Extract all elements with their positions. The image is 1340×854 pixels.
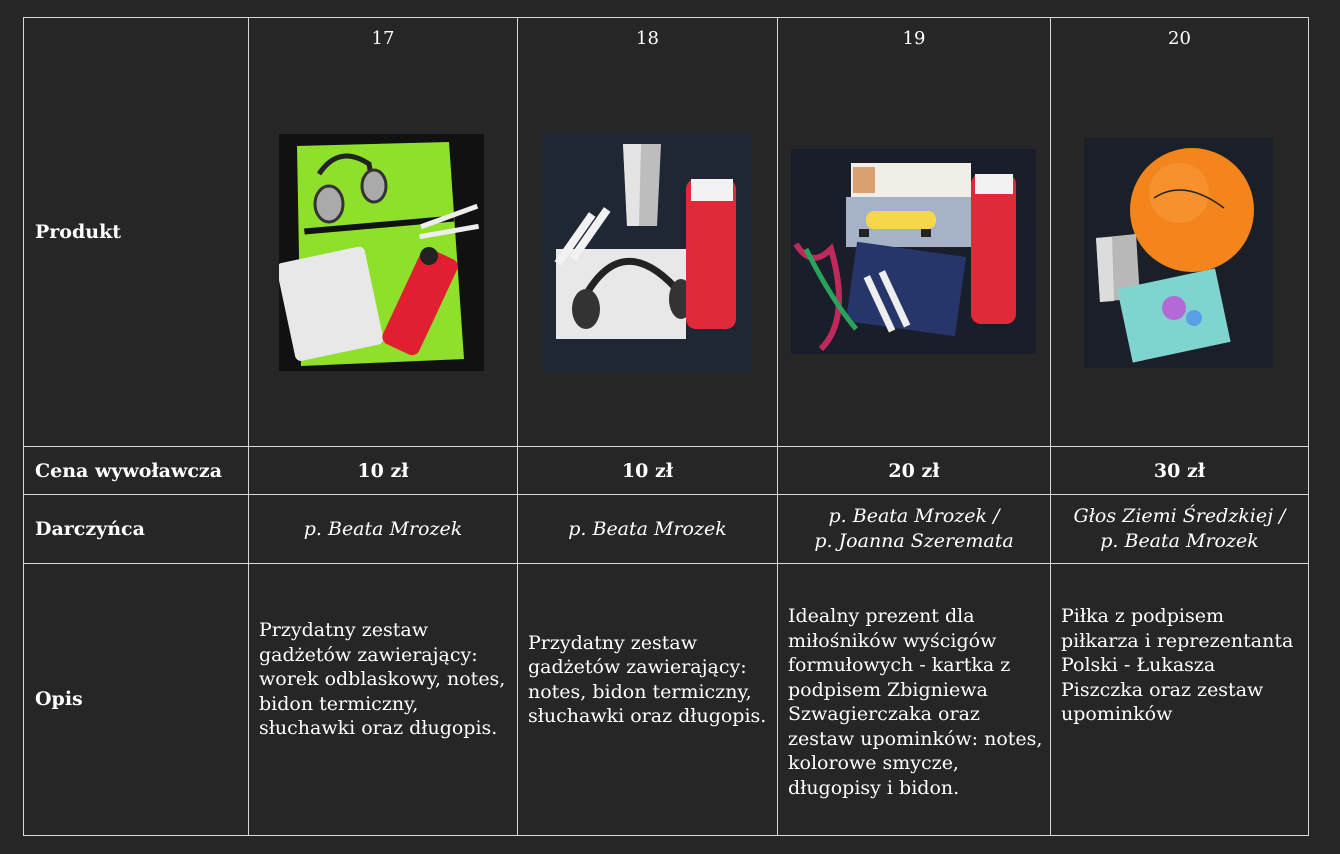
description-row xyxy=(24,564,1309,836)
item-19-product-cell xyxy=(778,18,1051,447)
product-row xyxy=(24,18,1309,447)
item-18-product-cell xyxy=(518,18,778,447)
price-row xyxy=(24,447,1309,495)
item-number: 18 xyxy=(636,28,659,49)
donor-row xyxy=(24,495,1309,564)
item-19-donor: p. Beata Mrozek / p. Joanna Szeremata xyxy=(778,495,1051,564)
item-20-description: Piłka z podpisem piłkarza i reprezentanta Polski - Łukasza Piszczka oraz zestaw upominków xyxy=(1061,605,1294,725)
auction-items-table xyxy=(23,17,1309,836)
row-label-product: Produkt xyxy=(24,18,249,447)
item-20-photo xyxy=(1084,138,1273,368)
item-number: 19 xyxy=(902,28,926,49)
item-18-description-cell xyxy=(518,564,778,836)
item-18-photo xyxy=(541,134,752,372)
item-18-description: Przydatny zestaw gadżetów zawierający: notes, bidon termiczny, słuchawki oraz długopis. xyxy=(528,631,767,727)
item-20-product-cell xyxy=(1051,18,1309,447)
item-17-donor: p. Beata Mrozek xyxy=(249,495,518,564)
item-17-description: Przydatny zestaw gadżetów zawierający: worek odblaskowy, notes, bidon termiczny, słuchawki oraz długopis. xyxy=(259,619,506,740)
item-17-product-cell xyxy=(249,18,518,447)
item-17-price: 10 zł xyxy=(249,447,518,495)
item-19-description-cell xyxy=(778,564,1051,836)
item-20-description-cell xyxy=(1051,564,1309,836)
row-label-description: Opis xyxy=(24,564,249,836)
item-number: 20 xyxy=(1168,28,1191,49)
item-18-price: 10 zł xyxy=(518,447,778,495)
item-19-description: Idealny prezent dla miłośników wyścigów formułowych - kartka z podpisem Zbigniewa Szwagierczaka oraz zestaw upominków: notes, kolorowe smycze, długopisy i bidon. xyxy=(788,605,1043,799)
item-19-price: 20 zł xyxy=(778,447,1051,495)
item-19-photo xyxy=(791,149,1036,354)
item-17-description-cell xyxy=(249,564,518,836)
item-number: 17 xyxy=(371,28,395,49)
item-20-donor: Głos Ziemi Średzkiej / p. Beata Mrozek xyxy=(1051,495,1309,564)
row-label-price: Cena wywoławcza xyxy=(24,447,249,495)
item-17-photo xyxy=(279,134,484,371)
row-label-donor: Darczyńca xyxy=(24,495,249,564)
item-20-price: 30 zł xyxy=(1051,447,1309,495)
item-18-donor: p. Beata Mrozek xyxy=(518,495,778,564)
